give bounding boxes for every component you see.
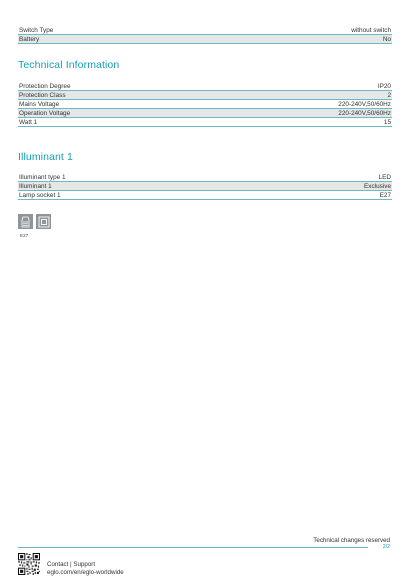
table-row (18, 26, 392, 35)
row-label: Protection Class (19, 91, 66, 99)
section-title-illuminant: Illuminant 1 (18, 151, 73, 163)
row-label: Illuminant type 1 (19, 173, 66, 181)
icon-caption: E27 (20, 233, 29, 238)
row-label: Protection Degree (19, 82, 71, 90)
table-row (18, 91, 392, 100)
lamp-socket-e27-icon (18, 214, 33, 229)
general-table (18, 26, 392, 44)
row-label: Battery (19, 35, 40, 43)
table-row (18, 35, 392, 44)
row-label: Switch Type (19, 26, 54, 34)
row-value: 220-240V,50/60Hz (338, 109, 391, 117)
table-row (18, 173, 392, 182)
section-title-technical: Technical Information (18, 59, 120, 71)
row-value: Exclusive (364, 182, 391, 190)
table-row (18, 82, 392, 91)
row-value: No (382, 35, 391, 43)
table-row (18, 182, 392, 191)
contact-block (47, 561, 124, 576)
technical-table (18, 82, 392, 127)
table-row (18, 109, 392, 118)
footer-divider (18, 547, 368, 548)
qr-code-icon (18, 553, 40, 575)
spec-icons (18, 214, 51, 229)
footer-note: Technical changes reserved (313, 537, 390, 544)
table-row (18, 118, 392, 127)
website-link[interactable]: eglo.com/en/eglo-worldwide (47, 568, 124, 576)
row-value: 15 (383, 118, 391, 126)
row-label: Illuminant 1 (19, 182, 52, 190)
row-label: Mains Voltage (19, 100, 60, 108)
row-label: Lamp socket 1 (19, 191, 61, 199)
protection-class-2-icon (36, 214, 51, 229)
row-value: without switch (351, 26, 391, 34)
row-value: 2 (387, 91, 391, 99)
row-label: Watt 1 (19, 118, 38, 126)
row-value: IP20 (377, 82, 391, 90)
row-value: E27 (379, 191, 391, 199)
illuminant-table (18, 173, 392, 200)
contact-link[interactable]: Contact | Support (47, 561, 96, 568)
table-row (18, 100, 392, 109)
page-number: 2/2 (382, 544, 390, 550)
table-row (18, 191, 392, 200)
row-label: Operation Voltage (19, 109, 71, 117)
row-value: 220-240V,50/60Hz (338, 100, 391, 108)
row-value: LED (378, 173, 391, 181)
